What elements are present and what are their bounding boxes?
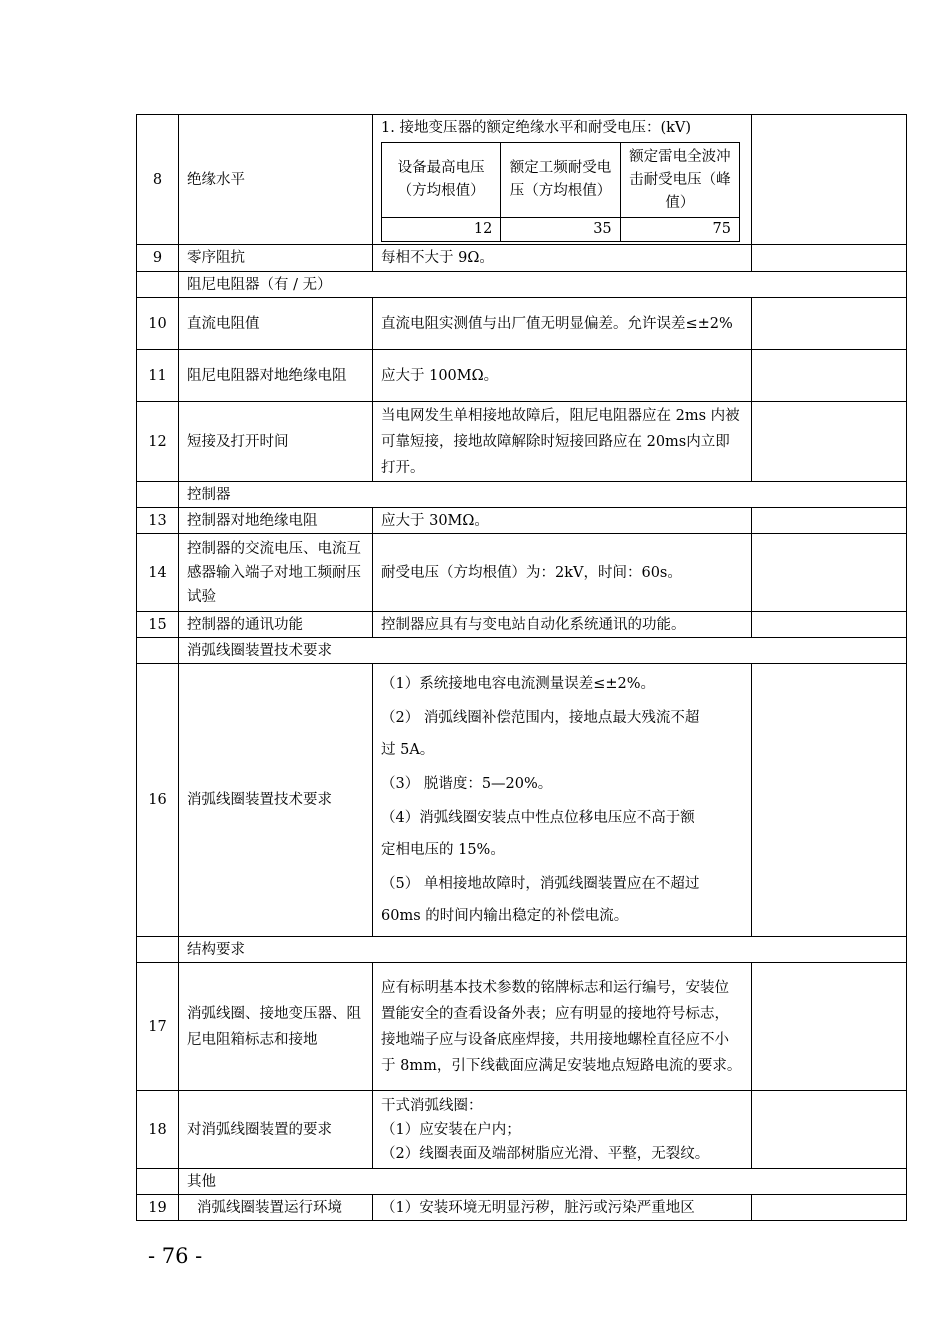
section-title: 结构要求 <box>179 937 907 963</box>
item-name: 绝缘水平 <box>179 115 373 245</box>
requirement-line: （1）应安装在户内； <box>381 1121 521 1138</box>
section-row <box>137 937 907 963</box>
requirement-line: （2） 消弧线圈补偿范围内，接地点最大残流不超 <box>381 710 700 726</box>
table-row-16 <box>137 664 907 937</box>
page-number: - 76 - <box>148 1244 203 1268</box>
requirement-cell: 应大于 100MΩ。 <box>373 350 752 402</box>
requirement-cell: （1）安装环境无明显污秽，脏污或污染严重地区 <box>373 1195 752 1221</box>
inner-value-row <box>382 218 740 242</box>
inner-header: 设备最高电压（方均根值） <box>382 143 501 218</box>
row-number: 9 <box>137 245 179 272</box>
inner-value: 35 <box>501 218 620 242</box>
remarks-cell <box>752 298 907 350</box>
item-name: 控制器的交流电压、电流互感器输入端子对地工频耐压试验 <box>179 534 373 612</box>
inner-header: 额定雷电全波冲击耐受电压（峰值） <box>620 143 739 218</box>
remarks-cell <box>752 963 907 1091</box>
requirement-line: 定相电压的 15%。 <box>381 842 505 858</box>
requirement-cell: 耐受电压（方均根值）为：2kV，时间：60s。 <box>373 534 752 612</box>
inner-header: 额定工频耐受电压（方均根值） <box>501 143 620 218</box>
row-number: 18 <box>137 1091 179 1169</box>
item-name: 直流电阻值 <box>179 298 373 350</box>
requirement-line: （1）系统接地电容电流测量误差≤±2%。 <box>381 676 656 692</box>
section-row <box>137 482 907 508</box>
requirement-cell: 应大于 30MΩ。 <box>373 508 752 534</box>
table-row-18 <box>137 1091 907 1169</box>
table-row-14 <box>137 534 907 612</box>
inner-value: 12 <box>382 218 501 242</box>
item-name: 消弧线圈装置运行环境 <box>179 1195 373 1221</box>
requirement-line: （2）线圈表面及端部树脂应光滑、平整，无裂纹。 <box>381 1145 710 1162</box>
item-name: 短接及打开时间 <box>179 402 373 482</box>
table-row-13 <box>137 508 907 534</box>
row-number: 14 <box>137 534 179 612</box>
row-number: 10 <box>137 298 179 350</box>
section-title: 消弧线圈装置技术要求 <box>179 638 907 664</box>
insulation-heading: 1. 接地变压器的额定绝缘水平和耐受电压：(kV) <box>381 120 692 136</box>
requirement-line: （4）消弧线圈安装点中性点位移电压应不高于额 <box>381 810 695 826</box>
remarks-cell <box>752 508 907 534</box>
table-row-19 <box>137 1195 907 1221</box>
requirement-cell: 应有标明基本技术参数的铭牌标志和运行编号，安装位置能安全的查看设备外表；应有明显的接地符号标志，接地端子应与设备底座焊接，共用接地螺栓直径应不小于 8mm，引下线截面应满足安装地点短路电流的要求。 <box>373 963 752 1091</box>
requirement-line: 过 5A。 <box>381 742 435 758</box>
requirement-line: 60ms 的时间内输出稳定的补偿电流。 <box>381 908 629 924</box>
remarks-cell <box>752 402 907 482</box>
requirement-cell <box>373 664 752 937</box>
remarks-cell <box>752 534 907 612</box>
requirement-cell <box>373 1091 752 1169</box>
table-row-10 <box>137 298 907 350</box>
remarks-cell <box>752 245 907 272</box>
requirement-line: （3） 脱谐度：5—20%。 <box>381 776 553 792</box>
table-row-11 <box>137 350 907 402</box>
row-number: 11 <box>137 350 179 402</box>
item-name: 阻尼电阻器对地绝缘电阻 <box>179 350 373 402</box>
row-number: 16 <box>137 664 179 937</box>
remarks-cell <box>752 1091 907 1169</box>
insulation-level-table <box>381 142 740 242</box>
section-row <box>137 272 907 298</box>
item-name: 零序阻抗 <box>179 245 373 272</box>
item-name: 消弧线圈装置技术要求 <box>179 664 373 937</box>
table-row-9 <box>137 245 907 272</box>
remarks-cell <box>752 115 907 245</box>
table-row-15 <box>137 612 907 638</box>
remarks-cell <box>752 612 907 638</box>
table-row-12 <box>137 402 907 482</box>
table-row-8 <box>137 115 907 245</box>
item-name: 消弧线圈、接地变压器、阻尼电阻箱标志和接地 <box>179 963 373 1091</box>
section-row <box>137 1169 907 1195</box>
section-title: 控制器 <box>179 482 907 508</box>
requirement-cell: 当电网发生单相接地故障后，阻尼电阻器应在 2ms 内被可靠短接，接地故障解除时短接回路应在 20ms内立即打开。 <box>373 402 752 482</box>
inner-value: 75 <box>620 218 739 242</box>
item-name: 对消弧线圈装置的要求 <box>179 1091 373 1169</box>
section-title: 其他 <box>179 1169 907 1195</box>
remarks-cell <box>752 664 907 937</box>
inner-header-row <box>382 143 740 218</box>
row-number: 19 <box>137 1195 179 1221</box>
requirement-cell: 直流电阻实测值与出厂值无明显偏差。允许误差≤±2% <box>373 298 752 350</box>
row-number: 12 <box>137 402 179 482</box>
section-row <box>137 638 907 664</box>
item-name: 控制器对地绝缘电阻 <box>179 508 373 534</box>
remarks-cell <box>752 350 907 402</box>
item-name: 控制器的通讯功能 <box>179 612 373 638</box>
requirement-cell: 每相不大于 9Ω。 <box>373 245 752 272</box>
requirement-cell: 控制器应具有与变电站自动化系统通讯的功能。 <box>373 612 752 638</box>
requirement-line: 干式消弧线圈： <box>381 1097 483 1114</box>
row-number: 17 <box>137 963 179 1091</box>
row-number: 8 <box>137 115 179 245</box>
table-row-17 <box>137 963 907 1091</box>
requirement-line: （5） 单相接地故障时，消弧线圈装置应在不超过 <box>381 876 700 892</box>
remarks-cell <box>752 1195 907 1221</box>
requirements-table <box>136 114 907 1221</box>
section-title: 阻尼电阻器（有 / 无） <box>179 272 907 298</box>
requirement-cell <box>373 115 752 245</box>
row-number: 15 <box>137 612 179 638</box>
row-number: 13 <box>137 508 179 534</box>
